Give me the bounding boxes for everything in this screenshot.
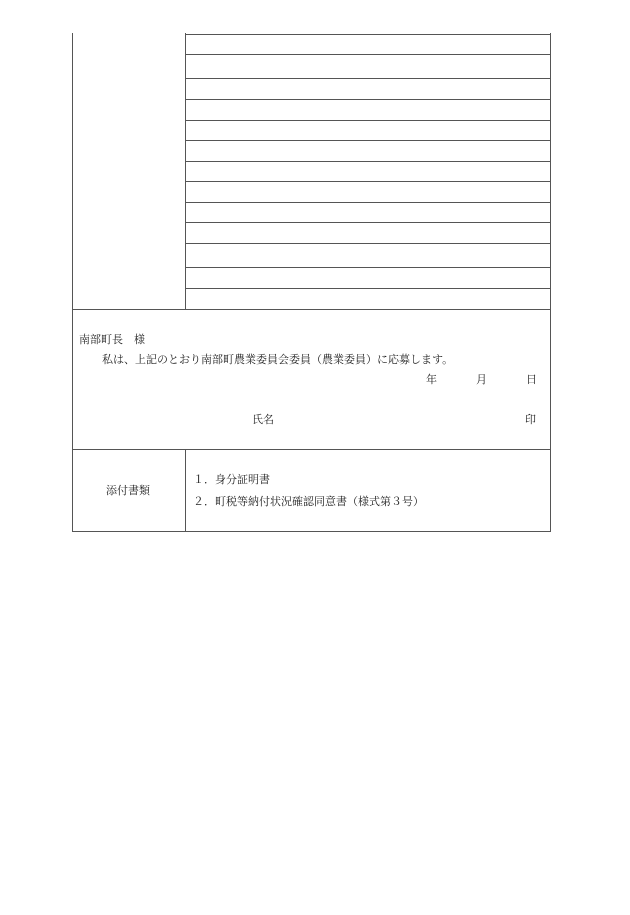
entry-line (185, 267, 551, 268)
form-bottom-border (72, 531, 551, 532)
addressee: 南部町長 様 (79, 333, 145, 346)
entry-line (185, 181, 551, 182)
entry-line (185, 78, 551, 79)
attachment-item: １．身分証明書 (193, 473, 270, 486)
seal-mark: 印 (525, 413, 536, 426)
date-year-label: 年 (426, 373, 437, 386)
entry-line (185, 99, 551, 100)
entry-line (185, 161, 551, 162)
column-divider-lower (185, 450, 186, 532)
name-label: 氏名 (252, 413, 274, 426)
entry-line (185, 34, 551, 35)
form-right-border (550, 33, 551, 532)
entry-line (185, 222, 551, 223)
section-divider (72, 309, 551, 310)
attachments-label: 添付書類 (106, 484, 150, 497)
entry-line (185, 54, 551, 55)
attachment-item: ２．町税等納付状況確認同意書（様式第３号） (193, 495, 424, 508)
application-form (72, 33, 551, 532)
application-statement: 私は、上記のとおり南部町農業委員会委員（農業委員）に応募します。 (102, 353, 454, 366)
entry-line (185, 140, 551, 141)
entry-line (185, 243, 551, 244)
date-day-label: 日 (526, 373, 537, 386)
entry-line (185, 120, 551, 121)
entry-line (185, 202, 551, 203)
section-divider (72, 449, 551, 450)
date-month-label: 月 (476, 373, 487, 386)
entry-line (185, 288, 551, 289)
form-left-border (72, 33, 73, 532)
